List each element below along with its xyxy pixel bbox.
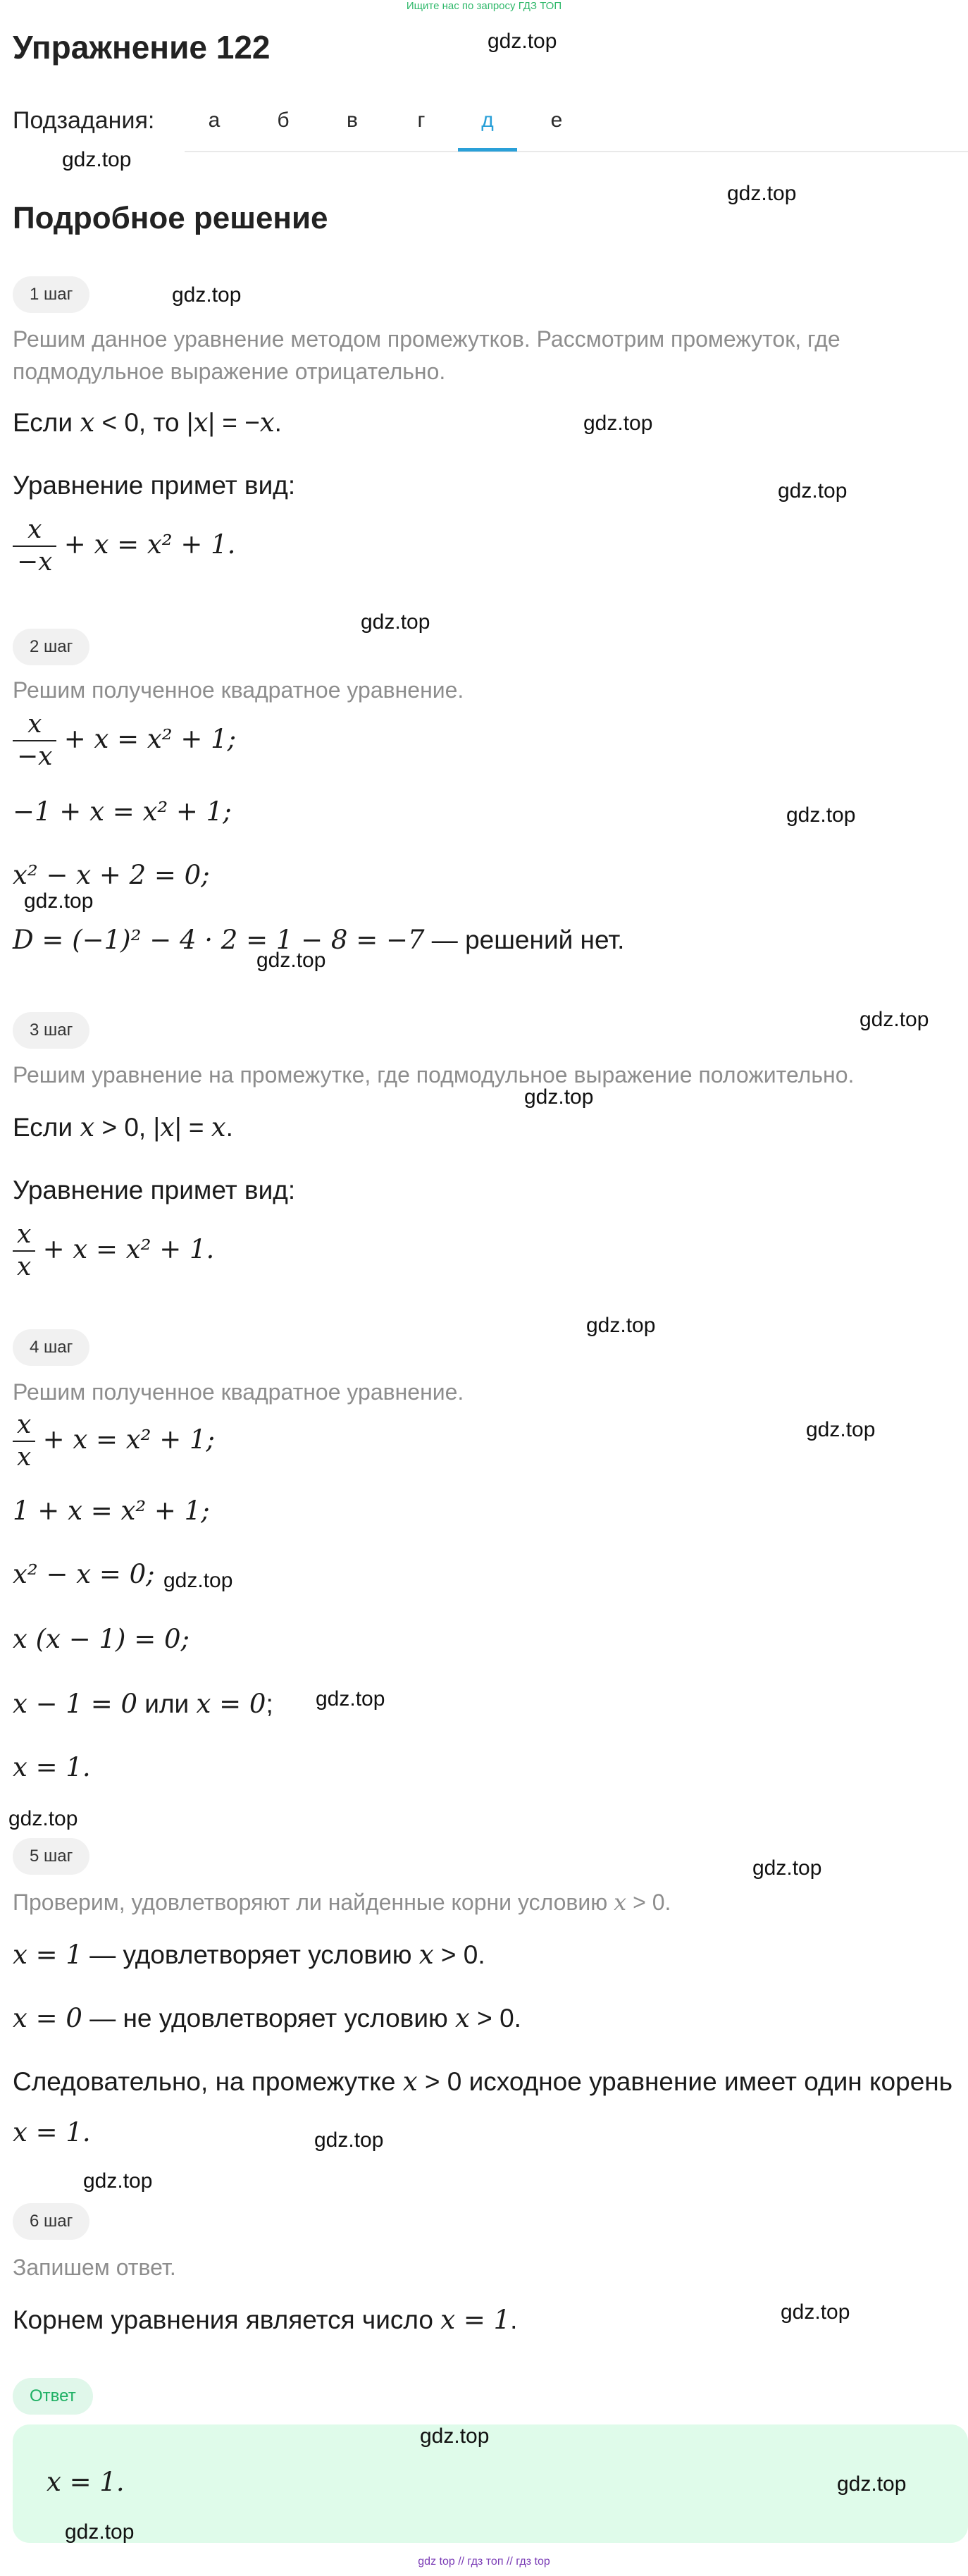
watermark: gdz.top [488,30,557,53]
step-4-line-4: x (x − 1) = 0; [13,1624,190,1654]
step-2-description: Решим полученное квадратное уравнение. [13,677,464,703]
watermark: gdz.top [786,803,856,827]
subtasks-tabs [185,93,968,152]
solution-heading: Подробное решение [13,201,328,235]
step-1-line-2: Уравнение примет вид: [13,471,296,500]
watermark: gdz.top [727,182,797,205]
tab-a[interactable]: а [208,109,221,132]
tab-v[interactable]: в [347,109,358,132]
watermark: gdz.top [24,889,94,913]
step-6-description: Запишем ответ. [13,2255,176,2280]
watermark: gdz.top [316,1687,385,1711]
step-2-line-2: −1 + x = x² + 1; [13,796,232,827]
answer-badge: Ответ [13,2378,93,2415]
step-4-badge: 4 шаг [13,1329,89,1366]
step-5-line-2: x = 0 — не удовлетворяет условию x > 0. [13,2003,521,2033]
watermark: gdz.top [781,2300,850,2324]
step-2-badge: 2 шаг [13,629,89,665]
step-5-line-3: Следовательно, на промежутке x > 0 исходное уравнение имеет один корень [13,2066,953,2097]
step-3-line-1: Если x > 0, |x| = x. [13,1112,233,1142]
step-2-line-3: x² − x + 2 = 0; [13,860,210,890]
watermark: gdz.top [8,1807,78,1830]
step-4-line-2: 1 + x = x² + 1; [13,1496,210,1526]
watermark: gdz.top [361,610,430,634]
step-3-badge: 3 шаг [13,1012,89,1049]
watermark: gdz.top [752,1856,822,1880]
step-2-line-4: D = (−1)² − 4 · 2 = 1 − 8 = −7 — решений нет. [13,925,625,955]
tab-b[interactable]: б [277,109,290,132]
step-1-equation: $\frac{x}{-x}$ + x = x² + 1. [13,514,235,578]
watermark: gdz.top [860,1008,929,1031]
watermark: gdz.top [837,2472,907,2496]
top-search-note: Ищите нас по запросу ГДЗ ТОП [406,0,562,12]
watermark: gdz.top [524,1085,594,1109]
step-6-badge: 6 шаг [13,2203,89,2240]
step-4-line-1: $\frac{x}{x}$ + x = x² + 1; [13,1410,215,1473]
watermark: gdz.top [420,2424,490,2448]
step-4-description: Решим полученное квадратное уравнение. [13,1379,464,1405]
watermark: gdz.top [806,1418,876,1441]
step-3-description: Решим уравнение на промежутке, где подмодульное выражение положительно. [13,1062,855,1087]
watermark: gdz.top [583,412,653,435]
answer-box [13,2424,968,2543]
watermark: gdz.top [778,479,848,503]
watermark: gdz.top [65,2520,135,2544]
step-4-line-5: x − 1 = 0 или x = 0; [13,1689,273,1719]
step-1-description: Решим данное уравнение методом промежутков. Рассмотрим промежуток, где подмодульное выражение отрицательно. [13,326,840,384]
step-2-line-1: $\frac{x}{-x}$ + x = x² + 1; [13,709,236,772]
step-1-badge: 1 шаг [13,276,89,313]
tab-e[interactable]: е [550,109,563,132]
watermark: gdz.top [586,1314,656,1337]
step-5-description: Проверим, удовлетворяют ли найденные корни условию x > 0. [13,1889,671,1916]
step-6-line-1: Корнем уравнения является число x = 1. [13,2305,518,2335]
page-title: Упражнение 122 [13,29,271,66]
watermark: gdz.top [163,1569,233,1592]
step-5-badge: 5 шаг [13,1838,89,1875]
watermark: gdz.top [83,2169,153,2193]
footer-links[interactable]: gdz top // гдз топ // гдз top [418,2556,550,2568]
subtasks-label: Подзадания: [13,107,155,134]
step-3-line-2: Уравнение примет вид: [13,1176,296,1204]
step-5-line-1: x = 1 — удовлетворяет условию x > 0. [13,1940,485,1970]
answer-value: x = 1. [46,2467,125,2497]
step-1-line-1: Если x < 0, то |x| = −x. [13,407,282,438]
step-3-equation: $\frac{x}{x}$ + x = x² + 1. [13,1219,214,1283]
step-5-line-4: x = 1. [13,2117,91,2147]
step-4-line-3: x² − x = 0; [13,1559,155,1589]
step-4-line-6: x = 1. [13,1752,91,1782]
watermark: gdz.top [256,949,326,972]
tab-g[interactable]: г [417,109,426,132]
watermark: gdz.top [172,283,242,307]
tab-d[interactable]: д [458,109,517,133]
watermark: gdz.top [62,148,132,171]
watermark: gdz.top [314,2128,384,2152]
